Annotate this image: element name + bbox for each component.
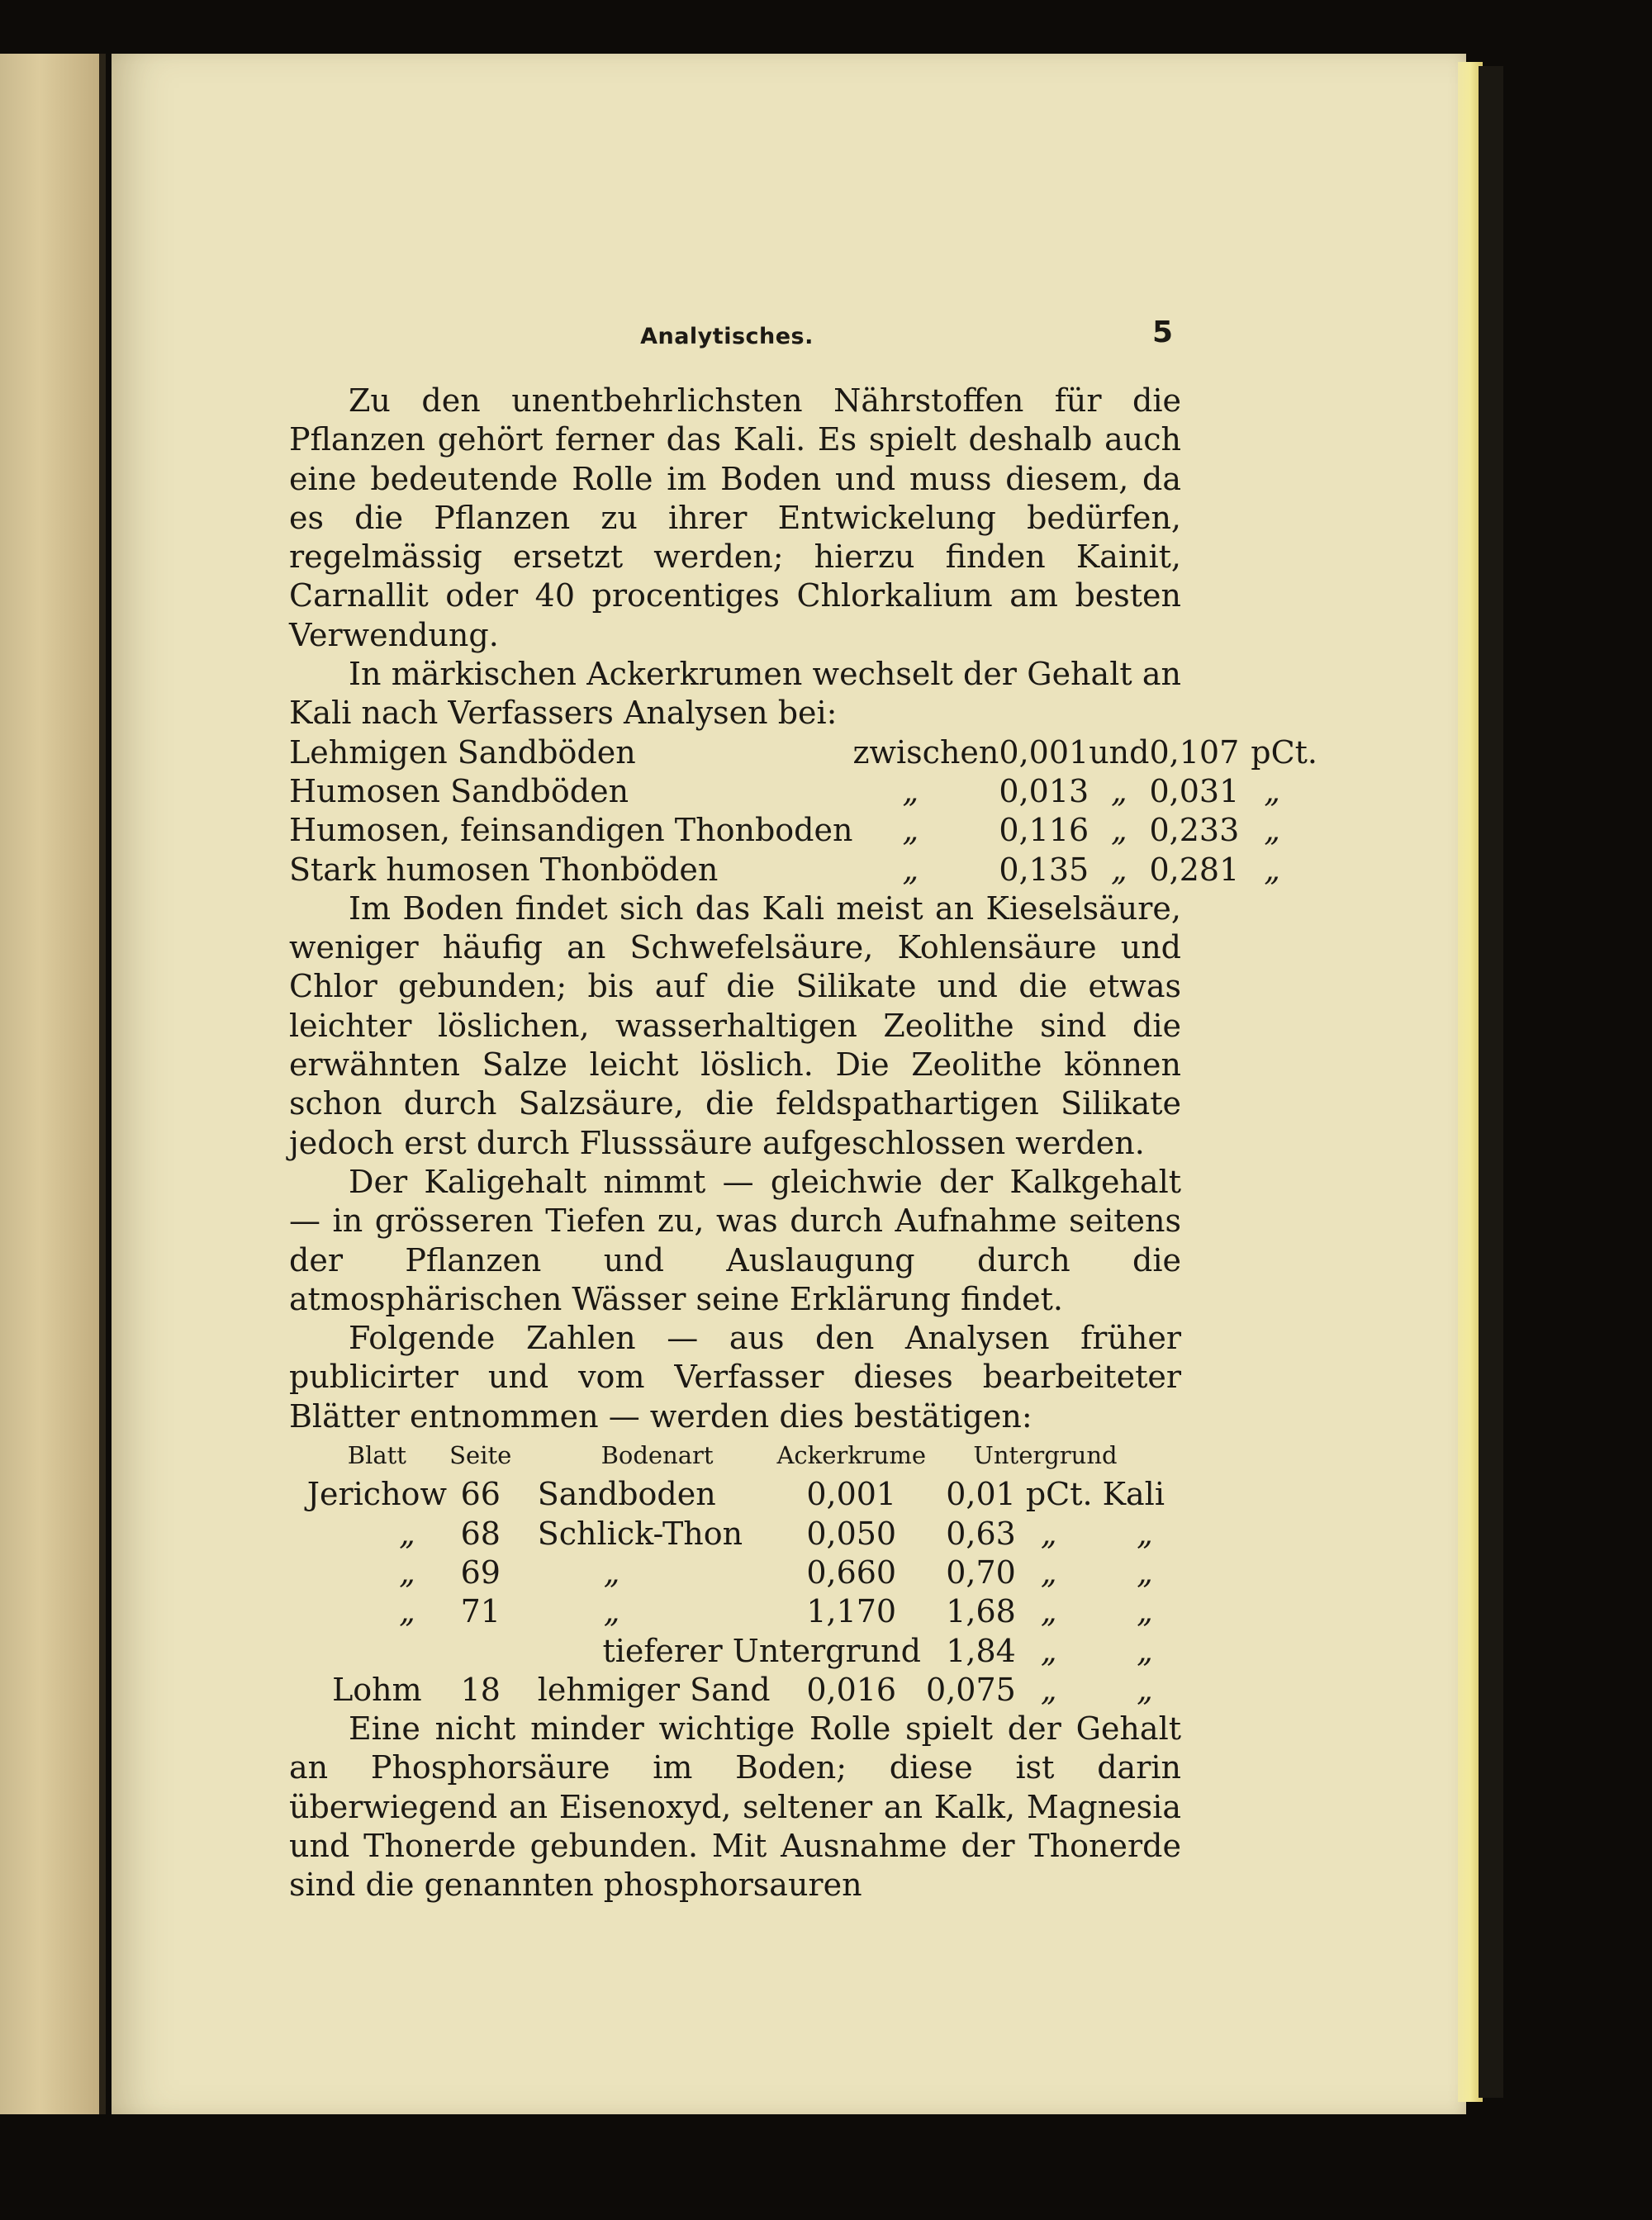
- range-prefix: zwischen: [852, 733, 999, 771]
- range-low: 0,013: [999, 772, 1089, 809]
- previous-page-edge: [0, 54, 99, 2114]
- cell-unit: „ „: [1040, 1632, 1153, 1669]
- range-high: 0,031: [1149, 772, 1240, 809]
- cell-bodenart: Sandboden: [537, 1476, 716, 1513]
- range-unit: pCt.: [1251, 733, 1318, 771]
- range-prefix: „: [902, 851, 919, 888]
- kali-content-table: [289, 733, 1317, 889]
- cell-blatt: „: [399, 1515, 415, 1552]
- table-row: [289, 851, 1317, 889]
- cell-seite: 18: [460, 1671, 501, 1708]
- range-prefix: „: [902, 812, 919, 849]
- range-und: „: [1110, 851, 1127, 888]
- cell-bodenart: lehmiger Sand: [537, 1671, 771, 1708]
- range-low: 0,135: [999, 851, 1089, 888]
- range-high: 0,107: [1149, 733, 1240, 771]
- header-blatt: Blatt: [347, 1441, 406, 1470]
- cell-untergrund: 1,84: [946, 1632, 1016, 1669]
- cell-ackerkrume: 1,170: [806, 1593, 897, 1630]
- header-seite: Seite: [449, 1441, 512, 1470]
- range-high: 0,233: [1149, 812, 1240, 849]
- blatt-table: [306, 1436, 1165, 1710]
- cell-bodenart: Schlick-Thon: [537, 1515, 743, 1552]
- body-text: [289, 382, 1318, 1905]
- cell-untergrund: 0,63: [946, 1515, 1016, 1552]
- table-row: [306, 1671, 1165, 1710]
- cell-ackerkrume: 0,050: [806, 1515, 897, 1552]
- table-row: [289, 733, 1317, 772]
- range-low: 0,001: [999, 733, 1089, 771]
- header-untergrund: Untergrund: [973, 1441, 1118, 1470]
- paragraph-kaligehalt: Der Kaligehalt nimmt — gleichwie der Kalkgehalt — in grösseren Tiefen zu, was durch Aufnahme seitens der Pflanzen und Auslaugung durch die atmosphärischen Wässer seine Erklärung findet.: [289, 1163, 1181, 1317]
- table-row: [289, 772, 1317, 811]
- cell-untergrund: 0,01: [946, 1476, 1016, 1513]
- cell-tieferer-untergrund: tieferer Untergrund: [602, 1632, 921, 1669]
- running-title: Analytisches.: [640, 324, 814, 349]
- cell-untergrund: 1,68: [946, 1593, 1016, 1630]
- soil-type: Humosen, feinsandigen Thonboden: [289, 812, 853, 849]
- range-und: „: [1110, 812, 1127, 849]
- range-unit: „: [1264, 772, 1280, 809]
- cell-bodenart: „: [603, 1593, 620, 1630]
- cell-unit: „ „: [1040, 1671, 1153, 1708]
- table-row: [306, 1554, 1165, 1592]
- paragraph-phosphorsaeure: Eine nicht minder wichtige Rolle spielt der Gehalt an Phosphorsäure im Boden; diese ist darin überwiegend an Eisenoxyd, seltener an Kalk, Magnesia und Thonerde gebunden. Mit Ausnahme der Thonerde sind die genannten phosphorsauren: [289, 1710, 1181, 1904]
- cell-seite: 71: [460, 1593, 501, 1630]
- cell-blatt: „: [399, 1554, 415, 1591]
- cell-seite: 68: [460, 1515, 501, 1552]
- table-row: [306, 1632, 1165, 1671]
- cell-ackerkrume: 0,016: [806, 1671, 897, 1708]
- table-row: [306, 1475, 1165, 1514]
- range-prefix: „: [902, 772, 919, 809]
- range-high: 0,281: [1149, 851, 1240, 888]
- cell-seite: 66: [460, 1476, 501, 1513]
- soil-type: Lehmigen Sandböden: [289, 733, 636, 771]
- header-bodenart: Bodenart: [601, 1441, 714, 1470]
- table-row: [306, 1515, 1165, 1554]
- cell-bodenart: „: [603, 1554, 620, 1591]
- range-und: und: [1089, 733, 1150, 771]
- table-row: [289, 811, 1317, 850]
- soil-type: Humosen Sandböden: [289, 772, 629, 809]
- cell-blatt: Jerichow: [306, 1476, 447, 1513]
- page-number: 5: [1151, 315, 1173, 349]
- cell-ackerkrume: 0,001: [806, 1476, 897, 1513]
- cell-unit: pCt. Kali: [1025, 1476, 1165, 1513]
- table-header-row: [306, 1436, 1165, 1475]
- paragraph-zahlen: Folgende Zahlen — aus den Analysen früher publicirter und vom Verfasser dieses bearbeiteter Blätter entnommen — werden dies bestätigen:: [289, 1320, 1181, 1435]
- page-header: [281, 312, 1173, 362]
- range-und: „: [1110, 772, 1127, 809]
- soil-type: Stark humosen Thonböden: [289, 851, 719, 888]
- cell-ackerkrume: 0,660: [806, 1554, 897, 1591]
- range-unit: „: [1264, 851, 1280, 888]
- cell-unit: „ „: [1040, 1593, 1153, 1630]
- header-ackerkrume: Ackerkrume: [776, 1441, 926, 1470]
- table-row: [306, 1592, 1165, 1631]
- paragraph-kali-intro: Zu den unentbehrlichsten Nährstoffen für die Pflanzen gehört ferner das Kali. Es spielt deshalb auch eine bedeutende Rolle im Boden und muss diesem, da es die Pflanzen zu ihrer Entwickelung bedürfen, regelmässig ersetzt werden; hierzu finden Kainit, Carnallit oder 40 procentiges Chlorkalium am besten Verwendung.: [289, 382, 1181, 653]
- range-low: 0,116: [999, 812, 1089, 849]
- range-unit: „: [1264, 812, 1280, 849]
- cell-unit: „ „: [1040, 1515, 1153, 1552]
- paragraph-kali-bindung: Im Boden findet sich das Kali meist an Kieselsäure, weniger häufig an Schwefelsäure, Kohlensäure und Chlor gebunden; bis auf die Silikate und die etwas leichter löslichen, wasserhaltigen Zeolithe sind die erwähnten Salze leicht löslich. Die Zeolithe können schon durch Salzsäure, die feldspathartigen Silikate jedoch erst durch Flusssäure aufgeschlossen werden.: [289, 889, 1181, 1161]
- cell-blatt: „: [399, 1593, 415, 1630]
- book-cover-edge: [1479, 66, 1503, 2098]
- cell-blatt: Lohm: [332, 1671, 422, 1708]
- paragraph-kali-analysen: In märkischen Ackerkrumen wechselt der Gehalt an Kali nach Verfassers Analysen bei:: [289, 656, 1181, 732]
- cell-unit: „ „: [1040, 1554, 1153, 1591]
- cell-seite: 69: [460, 1554, 501, 1591]
- cell-untergrund: 0,075: [926, 1671, 1016, 1708]
- cell-untergrund: 0,70: [946, 1554, 1016, 1591]
